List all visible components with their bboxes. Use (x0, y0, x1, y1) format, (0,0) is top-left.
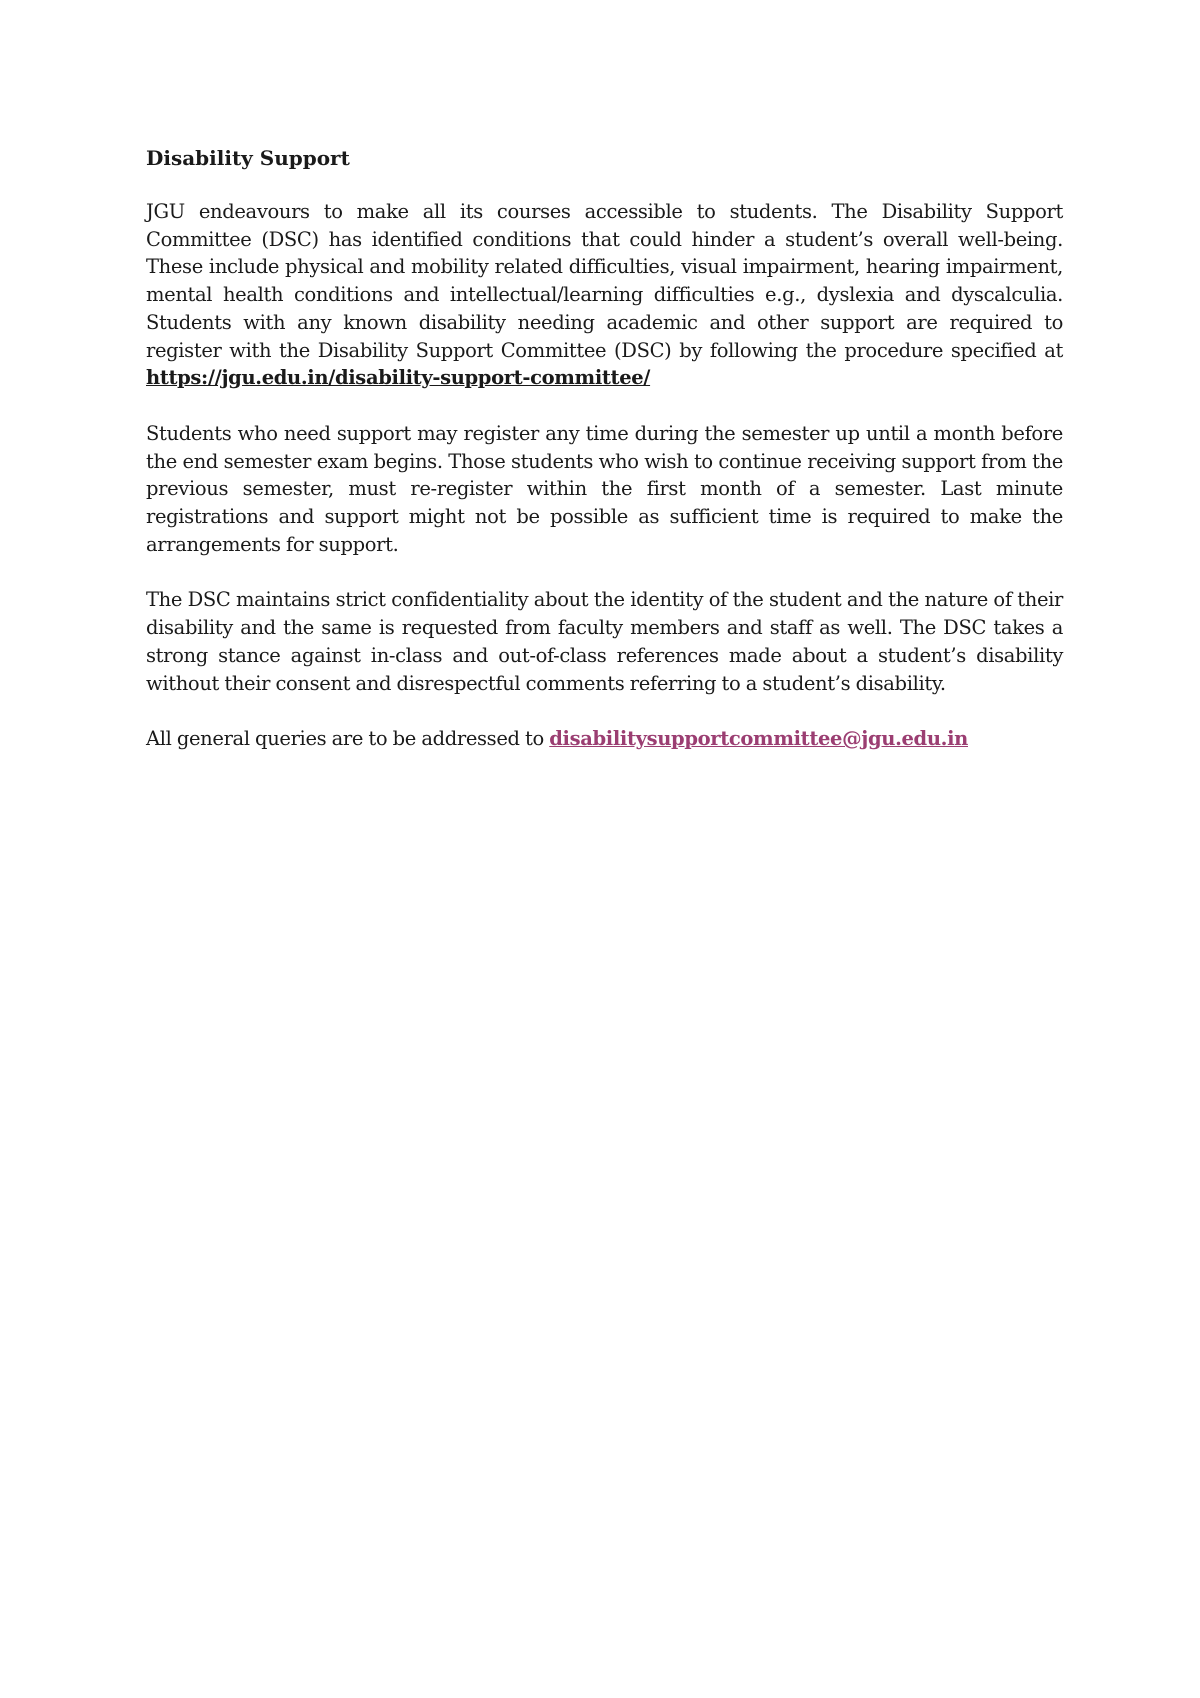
section-heading: Disability Support (146, 146, 350, 170)
queries-text: All general queries are to be addressed to (146, 727, 550, 751)
intro-text: JGU endeavours to make all its courses accessible to students. The Disability Support Committee (DSC) has identified conditions that could hinder a student’s overall well-being. These include physical and mobility related difficulties, visual impairment, hearing impairment, mental health conditions and intellectual/learning difficulties e.g., dyslexia and dyscalculia. Students with any known disability needing academic and other support are required to register with the Disability Support Committee (DSC) by following the procedure specified at (146, 200, 1063, 362)
queries-paragraph (146, 725, 1063, 753)
intro-paragraph (146, 198, 1063, 392)
confidentiality-paragraph: The DSC maintains strict confidentiality about the identity of the student and the nature of their disability and the same is requested from faculty members and staff as well. The DSC takes a strong stance against in-class and out-of-class references made about a student’s disability without their consent and disrespectful comments referring to a student’s disability. (146, 588, 1063, 695)
dsc-url-link[interactable]: https://jgu.edu.in/disability-support-committee/ (146, 366, 651, 390)
dsc-email-link[interactable]: disabilitysupportcommittee@jgu.edu.in (549, 727, 968, 751)
registration-paragraph: Students who need support may register any time during the semester up until a month before the end semester exam begins. Those students who wish to continue receiving support from the previous semester, must re-register within the first month of a semester. Last minute registrations and support might not be possible as sufficient time is required to make the arrangements for support. (146, 421, 1063, 556)
document-page (146, 144, 1063, 781)
